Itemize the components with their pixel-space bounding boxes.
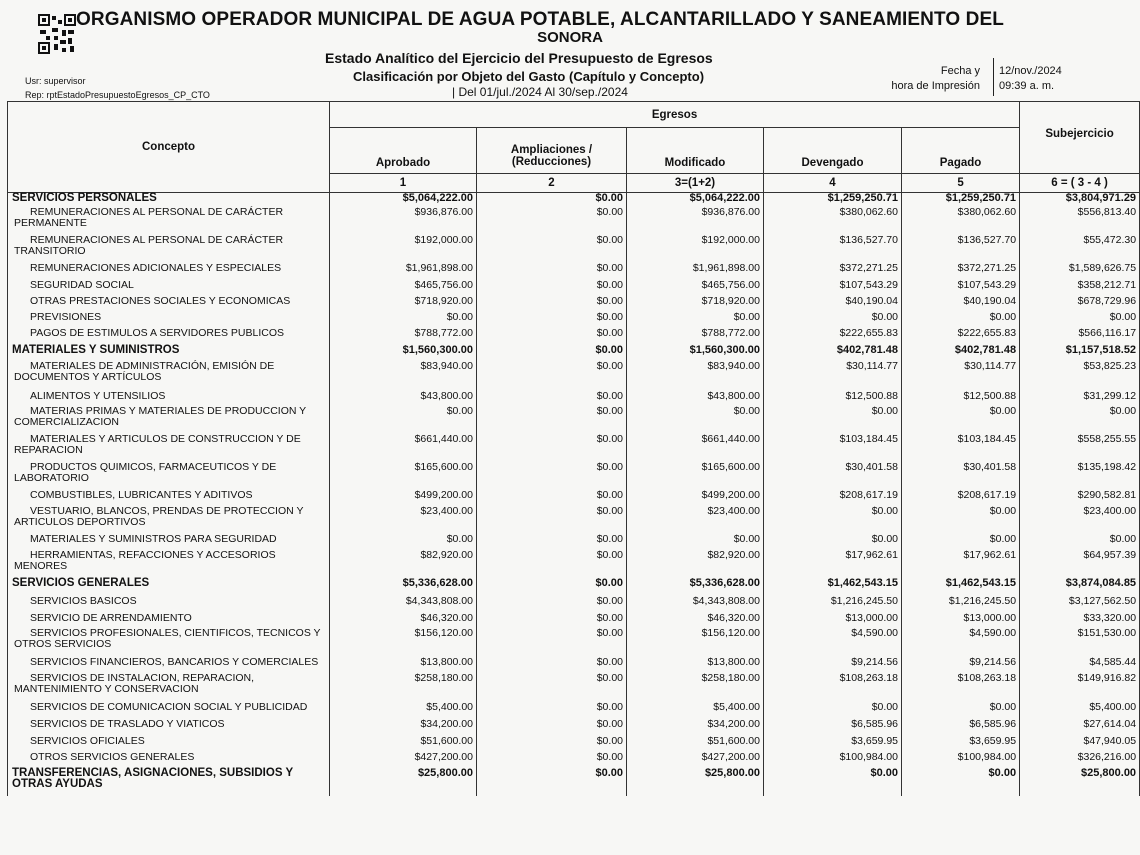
- concept-cell: PRODUCTOS QUIMICOS, FARMACEUTICOS Y DE LABORATORIO: [8, 462, 330, 490]
- aprobado-cell: $43,800.00: [330, 391, 477, 406]
- modificado-cell: $25,800.00: [627, 768, 764, 796]
- subejercicio-cell: $0.00: [1020, 406, 1140, 434]
- print-date-separator: [993, 58, 994, 96]
- concept-cell: MATERIALES Y SUMINISTROS: [8, 345, 330, 361]
- header-concepto: Concepto: [8, 102, 330, 193]
- devengado-cell: $40,190.04: [764, 296, 902, 312]
- header-num-1: 1: [330, 174, 477, 193]
- modificado-cell: $788,772.00: [627, 328, 764, 345]
- concept-row: [8, 391, 1140, 406]
- aprobado-cell: $0.00: [330, 534, 477, 550]
- modificado-cell: $83,940.00: [627, 361, 764, 391]
- ampliaciones-cell: $0.00: [477, 657, 627, 673]
- aprobado-cell: $82,920.00: [330, 550, 477, 578]
- concept-row: [8, 361, 1140, 391]
- print-time-value: 09:39 a. m.: [999, 80, 1055, 92]
- concept-row: [8, 613, 1140, 628]
- subejercicio-cell: $27,614.04: [1020, 719, 1140, 736]
- ampliaciones-cell: $0.00: [477, 263, 627, 280]
- subejercicio-cell: $55,472.30: [1020, 235, 1140, 263]
- pagado-cell: $103,184.45: [902, 434, 1020, 462]
- pagado-cell: $3,659.95: [902, 736, 1020, 752]
- concept-cell: REMUNERACIONES AL PERSONAL DE CARÁCTER PERMANENTE: [8, 207, 330, 235]
- pagado-cell: $0.00: [902, 702, 1020, 719]
- ampliaciones-cell: $0.00: [477, 534, 627, 550]
- concept-row: [8, 628, 1140, 657]
- aprobado-cell: $83,940.00: [330, 361, 477, 391]
- subejercicio-cell: $556,813.40: [1020, 207, 1140, 235]
- chapter-row: [8, 578, 1140, 596]
- header-pagado: Pagado: [902, 128, 1020, 174]
- concept-cell: SERVICIOS FINANCIEROS, BANCARIOS Y COMERCIALES: [8, 657, 330, 673]
- devengado-cell: $1,216,245.50: [764, 596, 902, 613]
- modificado-cell: $0.00: [627, 406, 764, 434]
- subejercicio-cell: $5,400.00: [1020, 702, 1140, 719]
- chapter-row: [8, 345, 1140, 361]
- pagado-cell: $208,617.19: [902, 490, 1020, 506]
- devengado-cell: $108,263.18: [764, 673, 902, 702]
- devengado-cell: $107,543.29: [764, 280, 902, 296]
- subejercicio-cell: $149,916.82: [1020, 673, 1140, 702]
- subejercicio-cell: $0.00: [1020, 312, 1140, 328]
- pagado-cell: $1,462,543.15: [902, 578, 1020, 596]
- modificado-cell: $258,180.00: [627, 673, 764, 702]
- pagado-cell: $30,401.58: [902, 462, 1020, 490]
- devengado-cell: $4,590.00: [764, 628, 902, 657]
- concept-row: [8, 673, 1140, 702]
- concept-cell: SEGURIDAD SOCIAL: [8, 280, 330, 296]
- aprobado-cell: $718,920.00: [330, 296, 477, 312]
- concept-cell: TRANSFERENCIAS, ASIGNACIONES, SUBSIDIOS Y OTRAS AYUDAS: [8, 768, 330, 796]
- concept-cell: PAGOS DE ESTIMULOS A SERVIDORES PUBLICOS: [8, 328, 330, 345]
- devengado-cell: $30,114.77: [764, 361, 902, 391]
- budget-table: [7, 101, 1140, 796]
- modificado-cell: $5,336,628.00: [627, 578, 764, 596]
- header-num-4: 4: [764, 174, 902, 193]
- header-num-5: 5: [902, 174, 1020, 193]
- devengado-cell: $0.00: [764, 534, 902, 550]
- subejercicio-cell: $4,585.44: [1020, 657, 1140, 673]
- devengado-cell: $30,401.58: [764, 462, 902, 490]
- modificado-cell: $1,560,300.00: [627, 345, 764, 361]
- concept-row: [8, 312, 1140, 328]
- concept-cell: SERVICIOS DE TRASLADO Y VIATICOS: [8, 719, 330, 736]
- concept-row: [8, 490, 1140, 506]
- devengado-cell: $380,062.60: [764, 207, 902, 235]
- concept-cell: SERVICIOS PERSONALES: [8, 193, 330, 207]
- concept-cell: VESTUARIO, BLANCOS, PRENDAS DE PROTECCION Y ARTICULOS DEPORTIVOS: [8, 506, 330, 534]
- aprobado-cell: $465,756.00: [330, 280, 477, 296]
- aprobado-cell: $0.00: [330, 312, 477, 328]
- subejercicio-cell: $3,804,971.29: [1020, 193, 1140, 207]
- pagado-cell: $108,263.18: [902, 673, 1020, 702]
- pagado-cell: $402,781.48: [902, 345, 1020, 361]
- subejercicio-cell: $3,127,562.50: [1020, 596, 1140, 613]
- aprobado-cell: $165,600.00: [330, 462, 477, 490]
- modificado-cell: $46,320.00: [627, 613, 764, 628]
- pagado-cell: $40,190.04: [902, 296, 1020, 312]
- modificado-cell: $718,920.00: [627, 296, 764, 312]
- concept-row: [8, 719, 1140, 736]
- concept-row: [8, 752, 1140, 768]
- subejercicio-cell: $3,874,084.85: [1020, 578, 1140, 596]
- aprobado-cell: $427,200.00: [330, 752, 477, 768]
- ampliaciones-cell: $0.00: [477, 596, 627, 613]
- modificado-cell: $661,440.00: [627, 434, 764, 462]
- ampliaciones-cell: $0.00: [477, 193, 627, 207]
- ampliaciones-cell: $0.00: [477, 752, 627, 768]
- ampliaciones-cell: $0.00: [477, 719, 627, 736]
- concept-cell: MATERIALES Y ARTICULOS DE CONSTRUCCION Y DE REPARACION: [8, 434, 330, 462]
- ampliaciones-cell: $0.00: [477, 361, 627, 391]
- budget-table-body: [8, 193, 1140, 796]
- subejercicio-cell: $290,582.81: [1020, 490, 1140, 506]
- modificado-cell: $427,200.00: [627, 752, 764, 768]
- concept-row: [8, 328, 1140, 345]
- concept-cell: OTRAS PRESTACIONES SOCIALES Y ECONOMICAS: [8, 296, 330, 312]
- concept-cell: MATERIALES DE ADMINISTRACIÓN, EMISIÓN DE DOCUMENTOS Y ARTÍCULOS: [8, 361, 330, 391]
- modificado-cell: $51,600.00: [627, 736, 764, 752]
- modificado-cell: $192,000.00: [627, 235, 764, 263]
- concept-row: [8, 534, 1140, 550]
- aprobado-cell: $788,772.00: [330, 328, 477, 345]
- aprobado-cell: $0.00: [330, 406, 477, 434]
- header-num-2: 2: [477, 174, 627, 193]
- modificado-cell: $34,200.00: [627, 719, 764, 736]
- ampliaciones-cell: $0.00: [477, 613, 627, 628]
- aprobado-cell: $5,400.00: [330, 702, 477, 719]
- subejercicio-cell: $151,530.00: [1020, 628, 1140, 657]
- devengado-cell: $0.00: [764, 406, 902, 434]
- aprobado-cell: $1,961,898.00: [330, 263, 477, 280]
- pagado-cell: $13,000.00: [902, 613, 1020, 628]
- ampliaciones-cell: $0.00: [477, 673, 627, 702]
- subejercicio-cell: $678,729.96: [1020, 296, 1140, 312]
- subejercicio-cell: $53,825.23: [1020, 361, 1140, 391]
- concept-cell: SERVICIOS PROFESIONALES, CIENTIFICOS, TECNICOS Y OTROS SERVICIOS: [8, 628, 330, 657]
- aprobado-cell: $499,200.00: [330, 490, 477, 506]
- aprobado-cell: $936,876.00: [330, 207, 477, 235]
- concept-cell: MATERIAS PRIMAS Y MATERIALES DE PRODUCCION Y COMERCIALIZACION: [8, 406, 330, 434]
- devengado-cell: $12,500.88: [764, 391, 902, 406]
- concept-cell: SERVICIOS OFICIALES: [8, 736, 330, 752]
- ampliaciones-cell: $0.00: [477, 768, 627, 796]
- subejercicio-cell: $25,800.00: [1020, 768, 1140, 796]
- modificado-cell: $465,756.00: [627, 280, 764, 296]
- modificado-cell: $4,343,808.00: [627, 596, 764, 613]
- modificado-cell: $936,876.00: [627, 207, 764, 235]
- aprobado-cell: $661,440.00: [330, 434, 477, 462]
- pagado-cell: $12,500.88: [902, 391, 1020, 406]
- pagado-cell: $1,216,245.50: [902, 596, 1020, 613]
- ampliaciones-cell: $0.00: [477, 736, 627, 752]
- concept-cell: SERVICIOS GENERALES: [8, 578, 330, 596]
- concept-row: [8, 736, 1140, 752]
- aprobado-cell: $34,200.00: [330, 719, 477, 736]
- subejercicio-cell: $31,299.12: [1020, 391, 1140, 406]
- devengado-cell: $0.00: [764, 702, 902, 719]
- modificado-cell: $499,200.00: [627, 490, 764, 506]
- devengado-cell: $0.00: [764, 768, 902, 796]
- aprobado-cell: $23,400.00: [330, 506, 477, 534]
- ampliaciones-cell: $0.00: [477, 391, 627, 406]
- ampliaciones-cell: $0.00: [477, 550, 627, 578]
- devengado-cell: $0.00: [764, 312, 902, 328]
- devengado-cell: $136,527.70: [764, 235, 902, 263]
- concept-cell: HERRAMIENTAS, REFACCIONES Y ACCESORIOS MENORES: [8, 550, 330, 578]
- devengado-cell: $402,781.48: [764, 345, 902, 361]
- aprobado-cell: $5,336,628.00: [330, 578, 477, 596]
- subejercicio-cell: $1,157,518.52: [1020, 345, 1140, 361]
- ampliaciones-cell: $0.00: [477, 280, 627, 296]
- concept-row: [8, 550, 1140, 578]
- devengado-cell: $9,214.56: [764, 657, 902, 673]
- print-date-label: Fecha y: [940, 65, 980, 77]
- concept-row: [8, 280, 1140, 296]
- pagado-cell: $4,590.00: [902, 628, 1020, 657]
- modificado-cell: $0.00: [627, 534, 764, 550]
- subejercicio-cell: $23,400.00: [1020, 506, 1140, 534]
- pagado-cell: $0.00: [902, 768, 1020, 796]
- organization-name: ORGANISMO OPERADOR MUNICIPAL DE AGUA POTABLE, ALCANTARILLADO Y SANEAMIENTO DEL: [76, 9, 1004, 30]
- report-user: Usr: supervisor: [25, 76, 86, 86]
- pagado-cell: $222,655.83: [902, 328, 1020, 345]
- ampliaciones-cell: $0.00: [477, 506, 627, 534]
- ampliaciones-cell: $0.00: [477, 578, 627, 596]
- concept-cell: OTROS SERVICIOS GENERALES: [8, 752, 330, 768]
- subejercicio-cell: $326,216.00: [1020, 752, 1140, 768]
- organization-name-line2: SONORA: [537, 29, 603, 46]
- pagado-cell: $17,962.61: [902, 550, 1020, 578]
- pagado-cell: $372,271.25: [902, 263, 1020, 280]
- subejercicio-cell: $1,589,626.75: [1020, 263, 1140, 280]
- concept-cell: SERVICIOS BASICOS: [8, 596, 330, 613]
- modificado-cell: $165,600.00: [627, 462, 764, 490]
- concept-cell: REMUNERACIONES ADICIONALES Y ESPECIALES: [8, 263, 330, 280]
- aprobado-cell: $192,000.00: [330, 235, 477, 263]
- pagado-cell: $136,527.70: [902, 235, 1020, 263]
- pagado-cell: $380,062.60: [902, 207, 1020, 235]
- subejercicio-cell: $566,116.17: [1020, 328, 1140, 345]
- ampliaciones-cell: $0.00: [477, 296, 627, 312]
- pagado-cell: $100,984.00: [902, 752, 1020, 768]
- modificado-cell: $43,800.00: [627, 391, 764, 406]
- header-devengado: Devengado: [764, 128, 902, 174]
- devengado-cell: $1,259,250.71: [764, 193, 902, 207]
- ampliaciones-cell: $0.00: [477, 345, 627, 361]
- pagado-cell: $0.00: [902, 312, 1020, 328]
- aprobado-cell: $13,800.00: [330, 657, 477, 673]
- header-num-6: 6 = ( 3 - 4 ): [1020, 174, 1140, 193]
- devengado-cell: $372,271.25: [764, 263, 902, 280]
- ampliaciones-cell: $0.00: [477, 702, 627, 719]
- concept-cell: SERVICIO DE ARRENDAMIENTO: [8, 613, 330, 628]
- modificado-cell: $13,800.00: [627, 657, 764, 673]
- pagado-cell: $1,259,250.71: [902, 193, 1020, 207]
- header-num-3: 3=(1+2): [627, 174, 764, 193]
- concept-cell: SERVICIOS DE COMUNICACION SOCIAL Y PUBLICIDAD: [8, 702, 330, 719]
- report-id: Rep: rptEstadoPresupuestoEgresos_CP_CTO: [25, 90, 210, 100]
- concept-cell: COMBUSTIBLES, LUBRICANTES Y ADITIVOS: [8, 490, 330, 506]
- header-modificado: Modificado: [627, 128, 764, 174]
- header-aprobado: Aprobado: [330, 128, 477, 174]
- pagado-cell: $0.00: [902, 406, 1020, 434]
- ampliaciones-cell: $0.00: [477, 434, 627, 462]
- concept-row: [8, 406, 1140, 434]
- concept-row: [8, 207, 1140, 235]
- print-time-label: hora de Impresión: [891, 80, 980, 92]
- devengado-cell: $6,585.96: [764, 719, 902, 736]
- chapter-row: [8, 193, 1140, 207]
- pagado-cell: $0.00: [902, 534, 1020, 550]
- concept-row: [8, 263, 1140, 280]
- devengado-cell: $0.00: [764, 506, 902, 534]
- concept-row: [8, 506, 1140, 534]
- modificado-cell: $5,064,222.00: [627, 193, 764, 207]
- aprobado-cell: $25,800.00: [330, 768, 477, 796]
- subejercicio-cell: $47,940.05: [1020, 736, 1140, 752]
- modificado-cell: $0.00: [627, 312, 764, 328]
- concept-row: [8, 596, 1140, 613]
- concept-cell: REMUNERACIONES AL PERSONAL DE CARÁCTER TRANSITORIO: [8, 235, 330, 263]
- header-ampliaciones: Ampliaciones / (Reducciones): [477, 128, 627, 174]
- concept-cell: PREVISIONES: [8, 312, 330, 328]
- concept-cell: MATERIALES Y SUMINISTROS PARA SEGURIDAD: [8, 534, 330, 550]
- devengado-cell: $17,962.61: [764, 550, 902, 578]
- concept-cell: SERVICIOS DE INSTALACION, REPARACION, MANTENIMIENTO Y CONSERVACION: [8, 673, 330, 702]
- subejercicio-cell: $135,198.42: [1020, 462, 1140, 490]
- concept-row: [8, 434, 1140, 462]
- aprobado-cell: $156,120.00: [330, 628, 477, 657]
- ampliaciones-cell: $0.00: [477, 312, 627, 328]
- devengado-cell: $222,655.83: [764, 328, 902, 345]
- concept-row: [8, 657, 1140, 673]
- ampliaciones-cell: $0.00: [477, 628, 627, 657]
- subejercicio-cell: $558,255.55: [1020, 434, 1140, 462]
- modificado-cell: $23,400.00: [627, 506, 764, 534]
- subejercicio-cell: $33,320.00: [1020, 613, 1140, 628]
- aprobado-cell: $5,064,222.00: [330, 193, 477, 207]
- aprobado-cell: $4,343,808.00: [330, 596, 477, 613]
- aprobado-cell: $258,180.00: [330, 673, 477, 702]
- report-period: | Del 01/jul./2024 Al 30/sep./2024: [452, 85, 628, 99]
- modificado-cell: $82,920.00: [627, 550, 764, 578]
- devengado-cell: $1,462,543.15: [764, 578, 902, 596]
- report-title: Estado Analítico del Ejercicio del Presupuesto de Egresos: [325, 50, 713, 66]
- subejercicio-cell: $358,212.71: [1020, 280, 1140, 296]
- report-subtitle: Clasificación por Objeto del Gasto (Capítulo y Concepto): [353, 69, 705, 84]
- modificado-cell: $156,120.00: [627, 628, 764, 657]
- pagado-cell: $30,114.77: [902, 361, 1020, 391]
- devengado-cell: $100,984.00: [764, 752, 902, 768]
- concept-row: [8, 702, 1140, 719]
- concept-row: [8, 462, 1140, 490]
- ampliaciones-cell: $0.00: [477, 235, 627, 263]
- header-subejercicio: Subejercicio: [1020, 102, 1140, 174]
- subejercicio-cell: $64,957.39: [1020, 550, 1140, 578]
- header-egresos: Egresos: [330, 102, 1020, 128]
- concept-cell: ALIMENTOS Y UTENSILIOS: [8, 391, 330, 406]
- subejercicio-cell: $0.00: [1020, 534, 1140, 550]
- modificado-cell: $1,961,898.00: [627, 263, 764, 280]
- pagado-cell: $6,585.96: [902, 719, 1020, 736]
- pagado-cell: $107,543.29: [902, 280, 1020, 296]
- ampliaciones-cell: $0.00: [477, 406, 627, 434]
- pagado-cell: $0.00: [902, 506, 1020, 534]
- print-date-value: 12/nov./2024: [999, 65, 1062, 77]
- concept-row: [8, 296, 1140, 312]
- devengado-cell: $208,617.19: [764, 490, 902, 506]
- aprobado-cell: $51,600.00: [330, 736, 477, 752]
- chapter-row: [8, 768, 1140, 796]
- devengado-cell: $3,659.95: [764, 736, 902, 752]
- ampliaciones-cell: $0.00: [477, 490, 627, 506]
- aprobado-cell: $1,560,300.00: [330, 345, 477, 361]
- modificado-cell: $5,400.00: [627, 702, 764, 719]
- pagado-cell: $9,214.56: [902, 657, 1020, 673]
- aprobado-cell: $46,320.00: [330, 613, 477, 628]
- ampliaciones-cell: $0.00: [477, 207, 627, 235]
- devengado-cell: $103,184.45: [764, 434, 902, 462]
- ampliaciones-cell: $0.00: [477, 462, 627, 490]
- ampliaciones-cell: $0.00: [477, 328, 627, 345]
- devengado-cell: $13,000.00: [764, 613, 902, 628]
- concept-row: [8, 235, 1140, 263]
